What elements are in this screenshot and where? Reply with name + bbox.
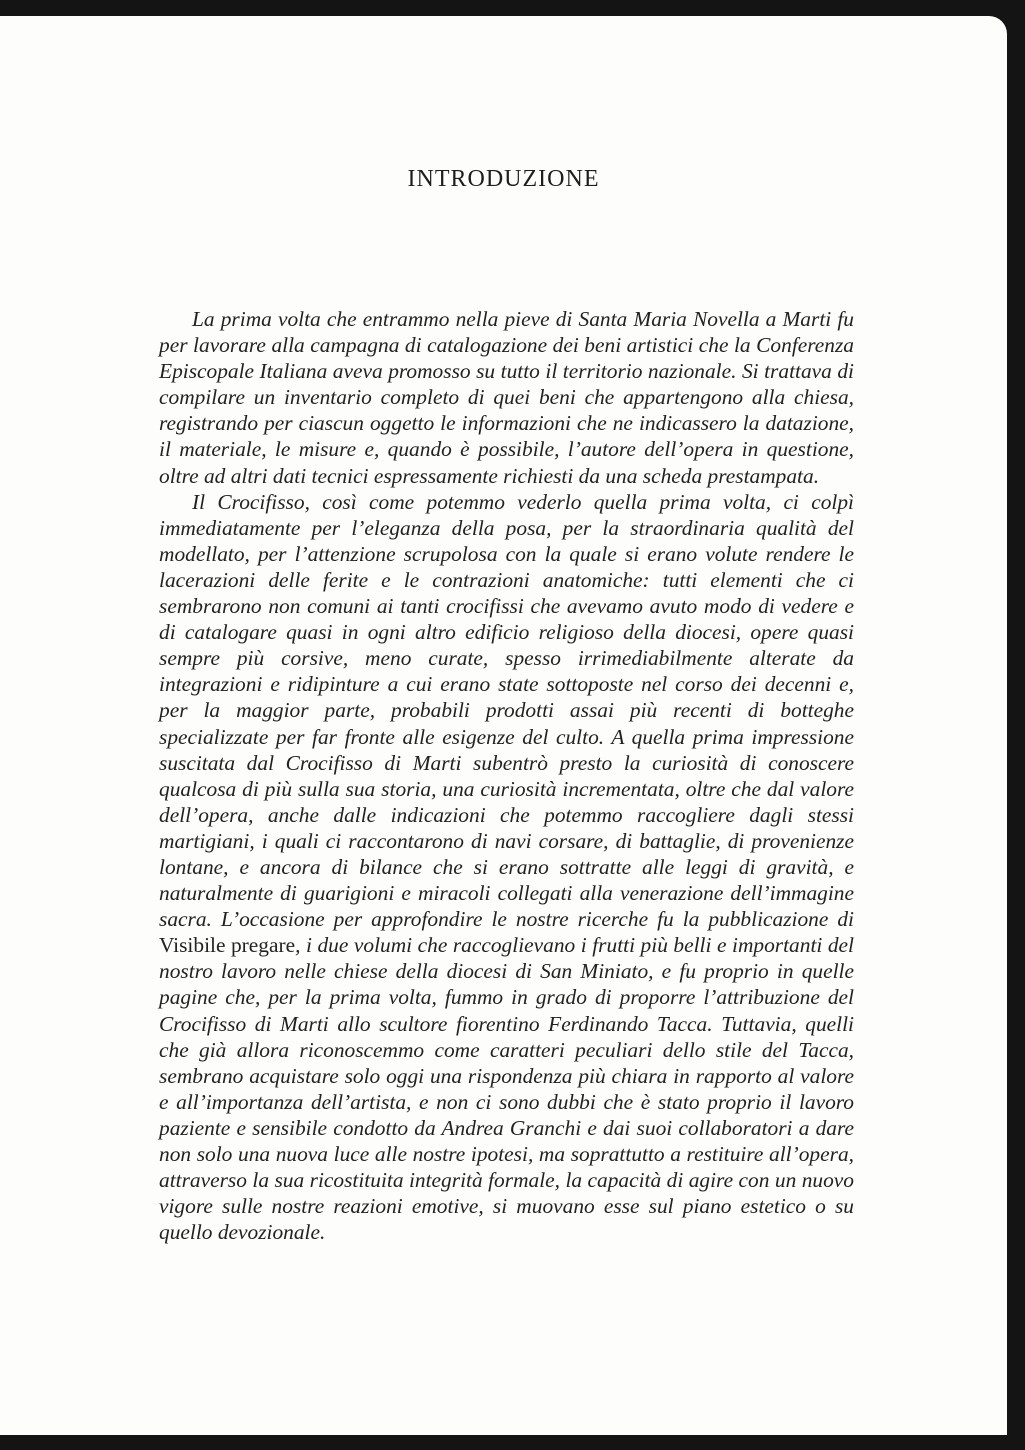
paragraph-2-part-1: Il Crocifisso, così come potemmo vederlo quella prima volta, ci colpì immediatamente per l’eleganza della posa, per la straordinaria qualità del modellato, per l’attenzione scrupolosa con la quale si erano volute rendere le lacerazioni delle ferite e le contrazioni anatomiche: tutti elementi che ci sembrarono non comuni ai tanti crocifissi che avevamo avuto modo di vedere e di catalogare quasi in ogni altro edificio religioso della diocesi, opere quasi sempre più corsive, meno curate, spesso irrimediabilmente alterate da integrazioni e ridipinture a cui erano state sottoposte nel corso dei decenni e, per la maggior parte, probabili prodotti assai più recenti di botteghe specializzate per far fronte alle esigenze del culto. A quella prima impressione suscitata dal Crocifisso di Marti subentrò presto la curiosità di conoscere qualcosa di più sulla sua storia, una curiosità incrementata, oltre che dal valore dell’opera, anche dalle indicazioni che potemmo raccogliere dagli stessi martigiani, i quali ci raccontarono di navi corsare, di battaglie, di provenienze lontane, e ancora di bilance che si erano sottratte alle leggi di gravità, e naturalmente di guarigioni e miracoli collegati alla venerazione dell’immagine sacra. L’occasione per approfondire le nostre ricerche fu la pubblicazione di xyxy=(159,489,854,932)
paragraph-2 xyxy=(159,489,854,1246)
book-title: Visibile pregare xyxy=(159,933,296,958)
paragraph-2-part-2: , i due volumi che raccoglievano i frutti più belli e importanti del nostro lavoro nelle chiese della diocesi di San Miniato, e fu proprio in quelle pagine che, per la prima volta, fummo in grado di proporre l’attribuzione del Crocifisso di Marti allo scultore fiorentino Ferdinando Tacca. Tuttavia, quelli che già allora riconoscemmo come caratteri peculiari dello stile del Tacca, sembrano acquistare solo oggi una rispondenza più chiara in rapporto al valore e all’importanza dell’artista, e non ci sono dubbi che è stato proprio il lavoro paziente e sensibile condotto da Andrea Granchi e dai suoi collaboratori a dare non solo una nuova luce alle nostre ipotesi, ma soprattutto a restituire all’opera, attraverso la sua ricostituita integrità formale, la capacità di agire con un nuovo vigore sulle nostre reazioni emotive, si muovano esse sul piano estetico o su quello devozionale. xyxy=(159,933,854,1245)
book-page xyxy=(0,16,1007,1435)
body-text xyxy=(159,306,854,1245)
page-title: INTRODUZIONE xyxy=(407,166,600,192)
paragraph-1: La prima volta che entrammo nella pieve di Santa Maria Novella a Marti fu per lavorare alla campagna di catalogazione dei beni artistici che la Conferenza Episcopale Italiana aveva promosso su tutto il territorio nazionale. Si trattava di compilare un inventario completo di quei beni che appartengono alla chiesa, registrando per ciascun oggetto le informazioni che ne indicassero la datazione, il materiale, le misure e, quando è possibile, l’autore dell’opera in questione, oltre ad altri dati tecnici espressamente richiesti da una scheda prestampata. xyxy=(159,307,854,488)
